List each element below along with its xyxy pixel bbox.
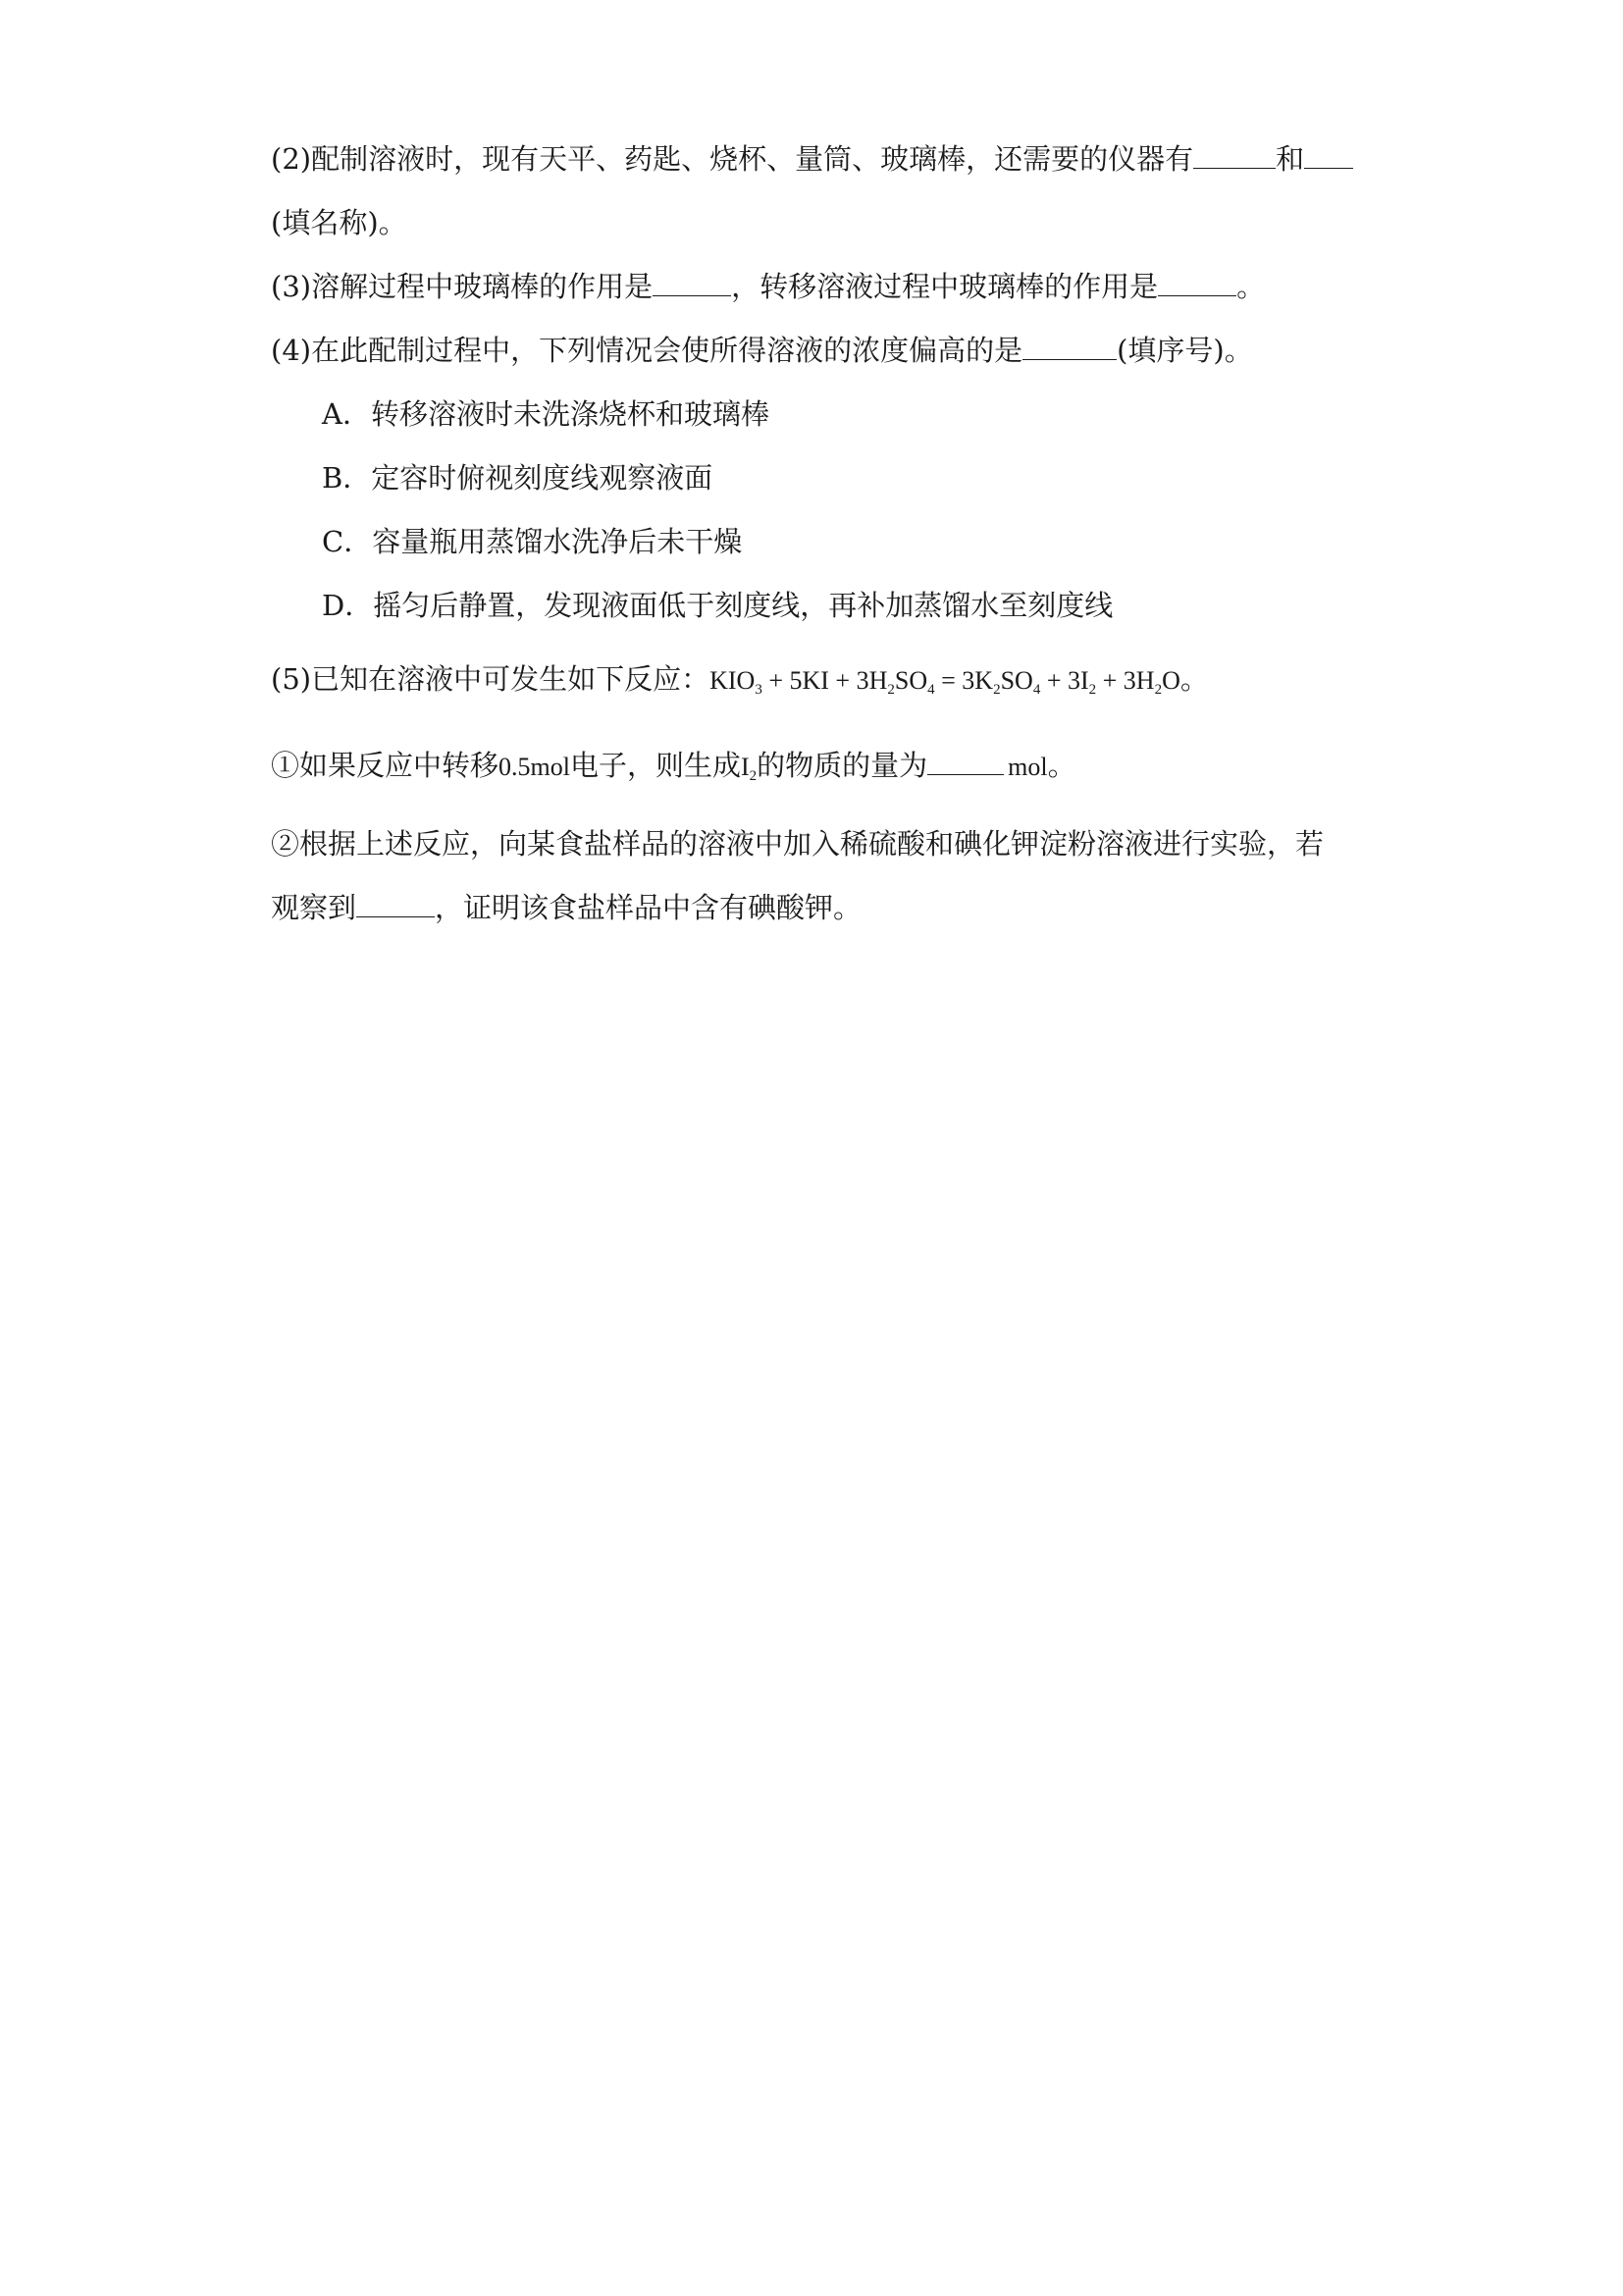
q5-stem-post: 。 [1179, 662, 1209, 696]
q5-sub2-line2 [271, 888, 862, 927]
answer-blank[interactable] [1158, 270, 1236, 296]
option-b: B．定容时俯视刻度线观察液面 [322, 461, 713, 495]
q5-stem [271, 659, 1209, 699]
option-a: A．转移溶液时未洗涤烧杯和玻璃棒 [322, 397, 769, 431]
q5-stem-pre: (5)已知在溶液中可发生如下反应： [271, 662, 710, 696]
option-d: D．摇匀后静置，发现液面低于刻度线，再补加蒸馏水至刻度线 [322, 589, 1114, 622]
q4-stem-pre: (4)在此配制过程中，下列情况会使所得溶液的浓度偏高的是 [271, 334, 1023, 367]
q3-part3: 。 [1236, 270, 1266, 303]
sub1-pre: ①如果反应中转移 [271, 749, 499, 782]
q4-stem-post: (填序号)。 [1117, 334, 1253, 367]
reaction-equation: $KIO_3 + 5KI + 3H_2SO_4 = 3K_2SO_4 + 3I_2 + 3H_2O$ [709, 666, 1180, 698]
q2-and: 和 [1276, 142, 1305, 176]
q5-sub2-line1: ②根据上述反应，向某食盐样品的溶液中加入稀硫酸和碘化钾淀粉溶液进行实验，若 [271, 827, 1325, 861]
answer-blank[interactable] [1193, 142, 1276, 169]
iodine-formula: $I_2$ [740, 753, 758, 784]
q2-tail: (填名称)。 [271, 206, 407, 239]
answer-blank[interactable] [927, 749, 1004, 775]
sub1-unit: mol [1008, 753, 1048, 781]
q5-sub1 [271, 746, 1076, 785]
q3-line [271, 267, 1265, 306]
answer-blank[interactable] [1304, 142, 1353, 169]
q4-stem [271, 331, 1253, 370]
q2-text: (2)配制溶液时，现有天平、药匙、烧杯、量筒、玻璃棒，还需要的仪器有 [271, 142, 1194, 176]
sub1-post: 的物质的量为 [757, 749, 928, 782]
answer-blank[interactable] [653, 270, 731, 296]
sub1-amount: 0.5mol [498, 753, 570, 781]
option-c: C．容量瓶用蒸馏水洗净后未干燥 [322, 525, 743, 558]
q2-line1 [271, 139, 1353, 179]
answer-blank[interactable] [1022, 334, 1117, 360]
q3-part1: (3)溶解过程中玻璃棒的作用是 [271, 270, 654, 303]
sub1-mid: 电子，则生成 [569, 749, 741, 782]
sub2-pre: 观察到 [271, 891, 357, 924]
q2-line2 [271, 203, 407, 242]
sub1-end: 。 [1047, 749, 1076, 782]
answer-blank[interactable] [356, 891, 435, 917]
sub2-post: ，证明该食盐样品中含有碘酸钾。 [435, 891, 863, 924]
q3-part2: ，转移溶液过程中玻璃棒的作用是 [731, 270, 1159, 303]
